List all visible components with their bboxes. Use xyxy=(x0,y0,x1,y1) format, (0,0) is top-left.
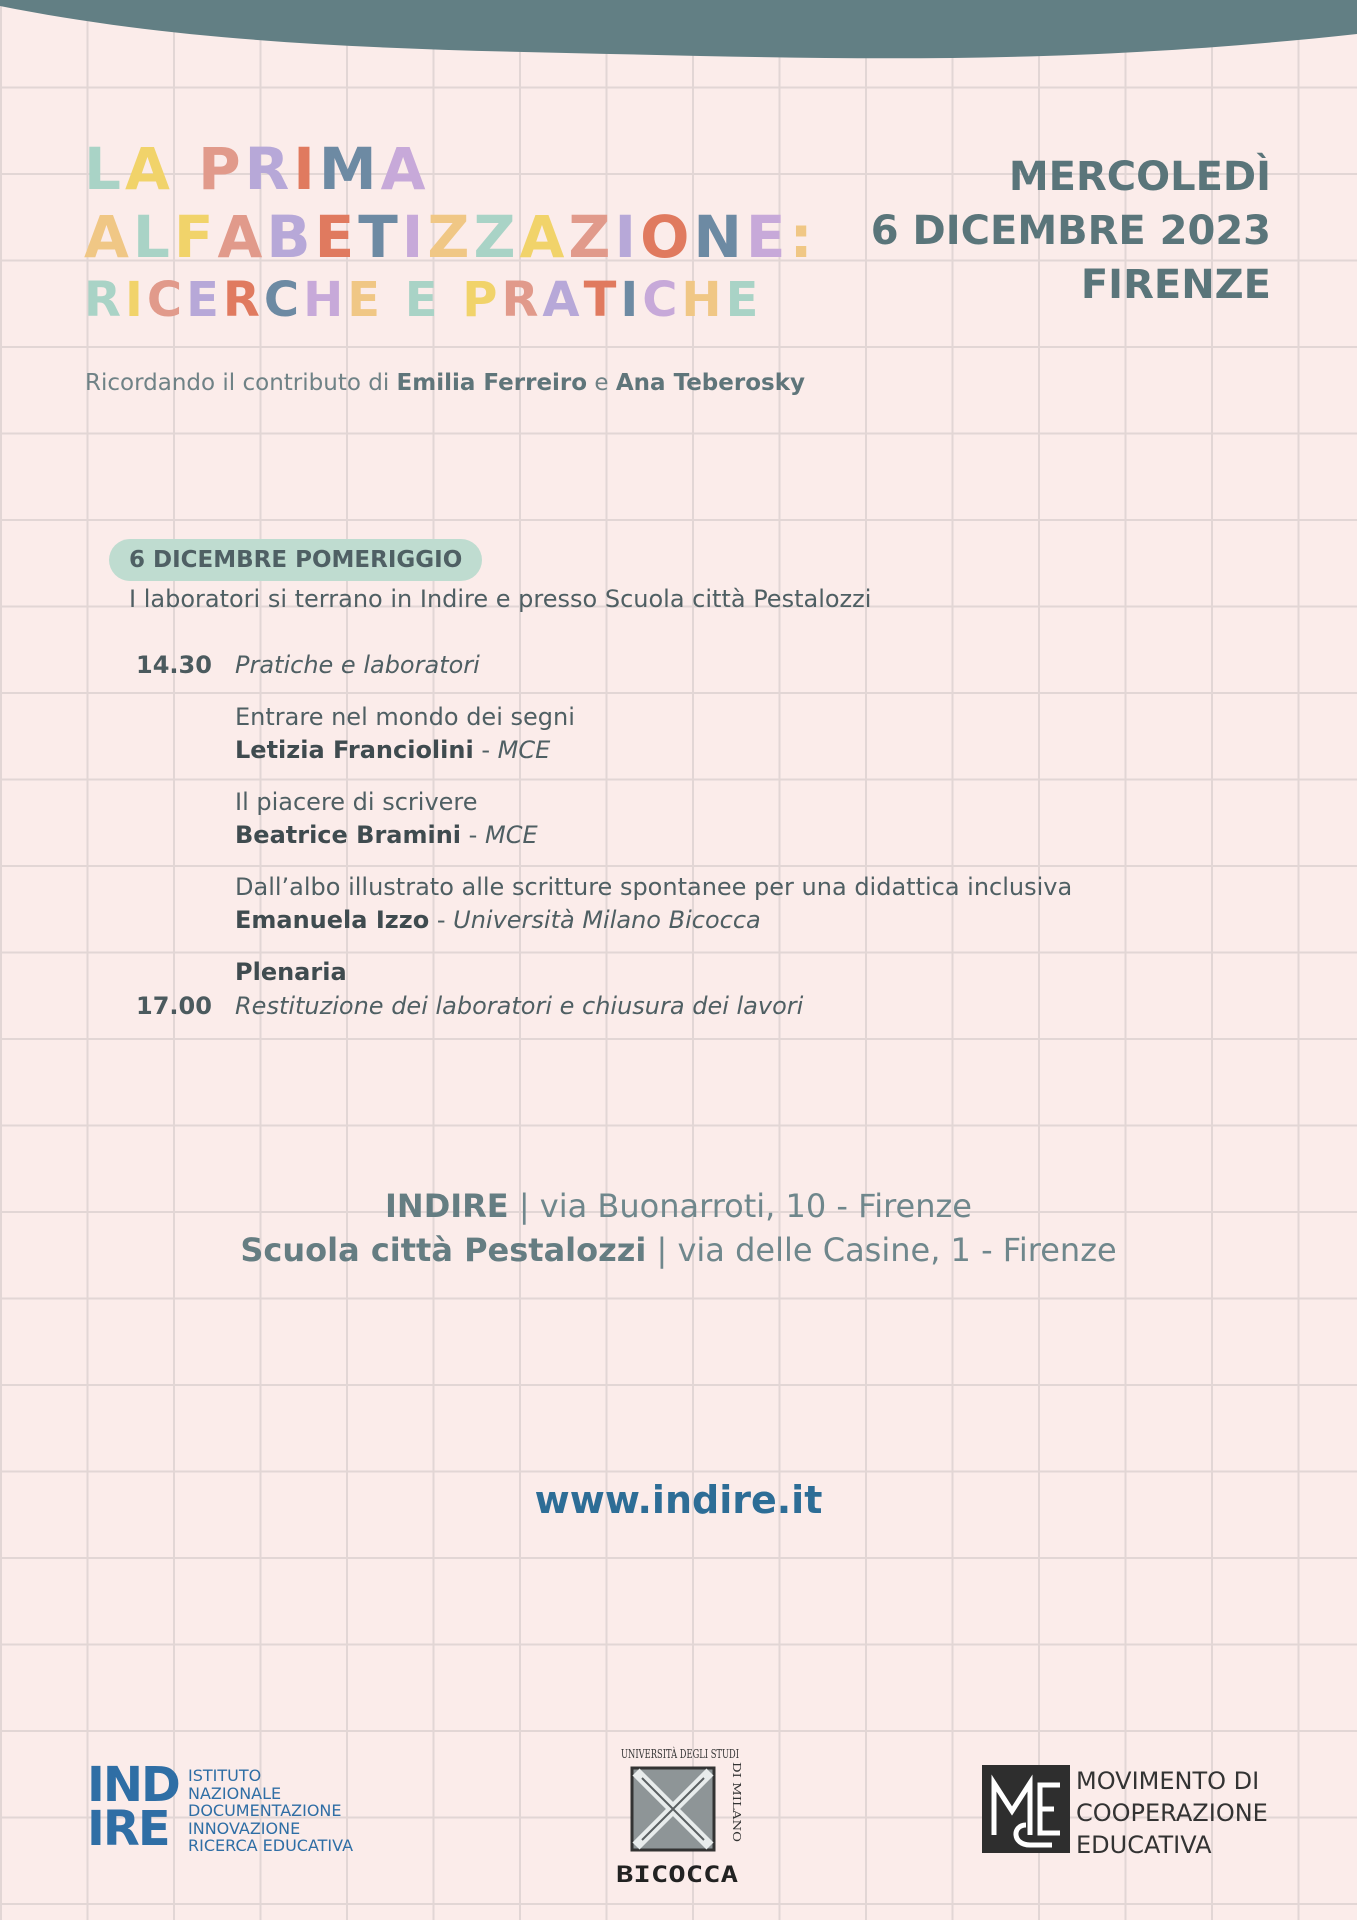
title-line-2 xyxy=(84,203,817,271)
venue-pestalozzi xyxy=(0,1231,1357,1269)
lab-3-speaker xyxy=(235,906,761,934)
lab-2-org: MCE xyxy=(484,821,538,849)
mce-name xyxy=(1076,1765,1268,1861)
venue-2-name: Scuola città Pestalozzi xyxy=(240,1231,647,1269)
event-weekday: MERCOLEDÌ xyxy=(1008,154,1271,200)
lab-1-title: Entrare nel mondo dei segni xyxy=(235,703,575,731)
dedication xyxy=(85,370,805,396)
lab-3-title: Dall’albo illustrato alle scritture spontanee per una didattica inclusiva xyxy=(235,873,1073,901)
lab-2-sep: - xyxy=(468,821,478,849)
title-letter: E xyxy=(347,272,385,328)
title-letter: A xyxy=(124,135,174,203)
title-letter: A xyxy=(217,203,267,271)
title-letter xyxy=(384,276,405,324)
session-badge: 6 DICEMBRE POMERIGGIO xyxy=(109,539,482,581)
plenary-title-text: Plenaria xyxy=(235,958,347,986)
title-letter: T xyxy=(583,272,621,328)
title-letter: F xyxy=(173,203,218,271)
dedication-prefix: Ricordando il contributo di xyxy=(85,370,390,396)
indire-mark-top: IND xyxy=(87,1757,179,1813)
title-letter: E xyxy=(314,203,359,271)
event-city: FIRENZE xyxy=(1080,262,1271,308)
title-letter: Z xyxy=(568,203,615,271)
event-title xyxy=(84,135,817,328)
indire-line-3: DOCUMENTAZIONE xyxy=(188,1801,342,1820)
title-letter: I xyxy=(614,203,641,271)
title-letter: T xyxy=(358,203,402,271)
lab-1-org: MCE xyxy=(497,736,551,764)
lab-3-sep: - xyxy=(436,906,446,934)
title-letter: E xyxy=(725,272,763,328)
title-letter: A xyxy=(84,203,133,271)
plenary-description-text: Restituzione dei laboratori e chiusura dei lavori xyxy=(235,992,804,1020)
mce-mark xyxy=(982,1765,1070,1853)
indire-line-4: INNOVAZIONE xyxy=(188,1818,301,1838)
title-line-3 xyxy=(84,272,764,328)
lab-1-speaker-name: Letizia Franciolini xyxy=(235,736,474,764)
mce-logo xyxy=(982,1765,1282,1859)
event-day: 6 DICEMBRE 2023 xyxy=(870,208,1271,254)
title-letter: C xyxy=(642,272,682,328)
title-letter: H xyxy=(681,272,726,328)
practices-title-text: Pratiche e laboratori xyxy=(235,651,480,679)
title-letter: E xyxy=(745,203,790,271)
dedication-person-2: Ana Teberosky xyxy=(615,370,805,396)
bicocca-top-text: UNIVERSITÀ DEGLI STUDI xyxy=(621,1747,791,1761)
title-letter: R xyxy=(244,135,294,203)
mce-line-3: EDUCATIVA xyxy=(1076,1831,1212,1859)
bicocca-name: BICOCCA xyxy=(616,1863,738,1888)
title-letter: I xyxy=(293,135,319,203)
bicocca-side-text: DI MILANO xyxy=(730,1762,743,1829)
lab-3-org: Università Milano Bicocca xyxy=(453,906,761,934)
indire-line-2: NAZIONALE xyxy=(188,1783,282,1803)
title-letter: N xyxy=(693,203,746,271)
title-letter: E xyxy=(186,272,223,328)
top-wave-banner xyxy=(0,0,1357,64)
title-letter xyxy=(442,276,463,324)
website-link[interactable]: www.indire.it xyxy=(534,1478,823,1522)
session-note: I laboratori si terrano in Indire e presso Scuola città Pestalozzi xyxy=(129,585,872,613)
indire-mark-bottom: IRE xyxy=(87,1801,169,1857)
title-letter: M xyxy=(318,135,381,203)
title-letter: C xyxy=(146,272,187,328)
indire-name xyxy=(188,1767,353,1855)
indire-line-1: ISTITUTO xyxy=(188,1766,262,1785)
title-letter: H xyxy=(303,272,348,328)
title-letter: I xyxy=(620,272,643,328)
lab-3-speaker-name: Emanuela Izzo xyxy=(235,906,430,934)
title-letter: I xyxy=(401,203,428,271)
title-letter: R xyxy=(501,272,543,328)
title-letter: L xyxy=(84,135,125,203)
title-letter: B xyxy=(266,203,315,271)
time-1700: 17.00 xyxy=(136,992,212,1020)
venue-1-sep: | xyxy=(518,1187,530,1225)
title-letter: Z xyxy=(473,203,520,271)
title-letter: P xyxy=(462,272,502,328)
title-letter: A xyxy=(542,272,584,328)
title-letter: Z xyxy=(427,203,474,271)
venue-1-address: via Buonarroti, 10 - Firenze xyxy=(539,1187,972,1225)
lab-2-title: Il piacere di scrivere xyxy=(235,788,478,816)
title-letter: R xyxy=(222,272,264,328)
lab-2-speaker xyxy=(235,821,538,849)
venue-indire xyxy=(0,1187,1357,1225)
practices-title xyxy=(235,651,480,679)
title-line-1 xyxy=(84,135,764,203)
indire-logo xyxy=(87,1757,377,1858)
title-letter: A xyxy=(519,203,569,271)
mce-line-1: MOVIMENTO DI xyxy=(1076,1767,1260,1795)
indire-line-5: RICERCA EDUCATIVA xyxy=(188,1836,354,1855)
plenary-description xyxy=(235,992,803,1020)
lab-1-speaker xyxy=(235,736,550,764)
event-date xyxy=(871,150,1271,312)
indire-mark xyxy=(87,1757,179,1857)
title-letter: : xyxy=(789,203,817,271)
title-letter: A xyxy=(380,135,430,203)
title-letter: C xyxy=(263,272,304,328)
title-letter: I xyxy=(124,272,147,328)
title-letter: E xyxy=(404,272,442,328)
venue-2-address: via delle Casine, 1 - Firenze xyxy=(677,1231,1117,1269)
title-letter: R xyxy=(84,272,125,328)
lab-1-sep: - xyxy=(481,736,491,764)
bicocca-logo xyxy=(612,1747,791,1888)
lab-2-speaker-name: Beatrice Bramini xyxy=(235,821,462,849)
venue-1-name: INDIRE xyxy=(385,1187,509,1225)
title-letter: O xyxy=(640,203,694,271)
plenary-title xyxy=(235,958,347,986)
mce-line-2: COOPERAZIONE xyxy=(1076,1799,1268,1827)
title-letter: P xyxy=(198,135,245,203)
title-letter: L xyxy=(132,203,174,271)
time-1430: 14.30 xyxy=(136,651,212,679)
dedication-person-1: Emilia Ferreiro xyxy=(396,370,588,396)
dedication-conj: e xyxy=(594,370,609,396)
title-letter xyxy=(174,140,198,198)
venue-2-sep: | xyxy=(656,1231,668,1269)
